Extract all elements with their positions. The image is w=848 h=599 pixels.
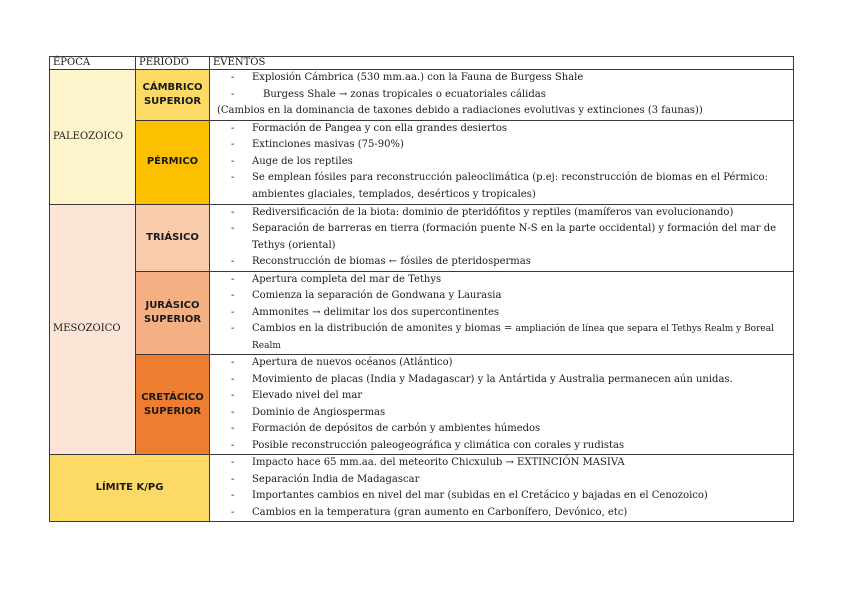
event-item: - Formación de Pangea y con ella grandes desiertos (213, 121, 790, 138)
events-cretaceous (210, 355, 794, 455)
event-text-small: ampliación de línea que separa el Tethys Realm y Boreal Realm (252, 324, 774, 351)
event-item: - Reconstrucción de biomas ← fósiles de pteridospermas (213, 254, 790, 271)
header-eventos: EVENTOS (210, 57, 794, 70)
event-item: - Posible reconstrucción paleogeográfica y climática con corales y rudistas (213, 438, 790, 455)
period-jurassic: JURÁSICO SUPERIOR (136, 271, 210, 355)
period-kpg: LÍMITE K/PG (50, 455, 210, 522)
period-permian: PÉRMICO (136, 120, 210, 204)
event-item: - Separación India de Madagascar (213, 472, 790, 489)
event-item: - Impacto hace 65 mm.aa. del meteorito Chicxulub → EXTINCIÓN MASIVA (213, 455, 790, 472)
event-item: - Separación de barreras en tierra (formación puente N-S en la parte occidental) y formación del mar de Tethys (oriental) (213, 221, 790, 254)
event-item: - Auge de los reptiles (213, 154, 790, 171)
event-item: - Rediversificación de la biota: dominio de pteridófitos y reptiles (mamíferos van evolucionando) (213, 205, 790, 222)
events-permian (210, 120, 794, 204)
event-item: - Dominio de Angiospermas (213, 405, 790, 422)
event-item: - Comienza la separación de Gondwana y Laurasia (213, 288, 790, 305)
events-kpg (210, 455, 794, 522)
event-item: - Formación de depósitos de carbón y ambientes húmedos (213, 421, 790, 438)
header-epoca: ÉPOCA (50, 57, 136, 70)
era-mesozoic: MESOZOICO (50, 204, 136, 455)
header-periodo: PERIODO (136, 57, 210, 70)
era-paleozoic: PALEOZOICO (50, 70, 136, 205)
event-item (213, 321, 790, 354)
event-item: - Apertura de nuevos océanos (Atlántico) (213, 355, 790, 372)
event-item: - Explosión Cámbrica (530 mm.aa.) con la Fauna de Burgess Shale (213, 70, 790, 87)
event-item: - Importantes cambios en nivel del mar (subidas en el Cretácico y bajadas en el Cenozoico) (213, 488, 790, 505)
row-triassic (50, 204, 794, 271)
events-triassic (210, 204, 794, 271)
event-item: - Cambios en la temperatura (gran aumento en Carbonífero, Devónico, etc) (213, 505, 790, 522)
header-row (50, 57, 794, 70)
row-permian (50, 120, 794, 204)
event-item: - Ammonites → delimitar los dos supercontinentes (213, 305, 790, 322)
event-text: Cambios en la distribución de amonites y biomas = (252, 323, 516, 334)
row-kpg (50, 455, 794, 522)
event-item: - Se emplean fósiles para reconstrucción paleoclimática (p.ej: reconstrucción de biomas en el Pérmico: ambientes glaciales, templados, desérticos y tropicales) (213, 170, 790, 203)
period-cambrian: CÁMBRICO SUPERIOR (136, 70, 210, 121)
events-cambrian (210, 70, 794, 121)
row-jurassic (50, 271, 794, 355)
event-item: - Burgess Shale → zonas tropicales o ecuatoriales cálidas (213, 87, 790, 104)
geologic-table (49, 56, 794, 522)
period-triassic: TRIÁSICO (136, 204, 210, 271)
row-cambrian (50, 70, 794, 121)
period-cretaceous: CRETÁCICO SUPERIOR (136, 355, 210, 455)
event-item: - Elevado nivel del mar (213, 388, 790, 405)
event-item: - Movimiento de placas (India y Madagascar) y la Antártida y Australia permanecen aún unidas. (213, 372, 790, 389)
event-note: (Cambios en la dominancia de taxones debido a radiaciones evolutivas y extinciones (3 faunas)) (217, 105, 703, 116)
row-cretaceous (50, 355, 794, 455)
event-item: - Extinciones masivas (75-90%) (213, 137, 790, 154)
events-jurassic (210, 271, 794, 355)
event-item: - Apertura completa del mar de Tethys (213, 272, 790, 289)
